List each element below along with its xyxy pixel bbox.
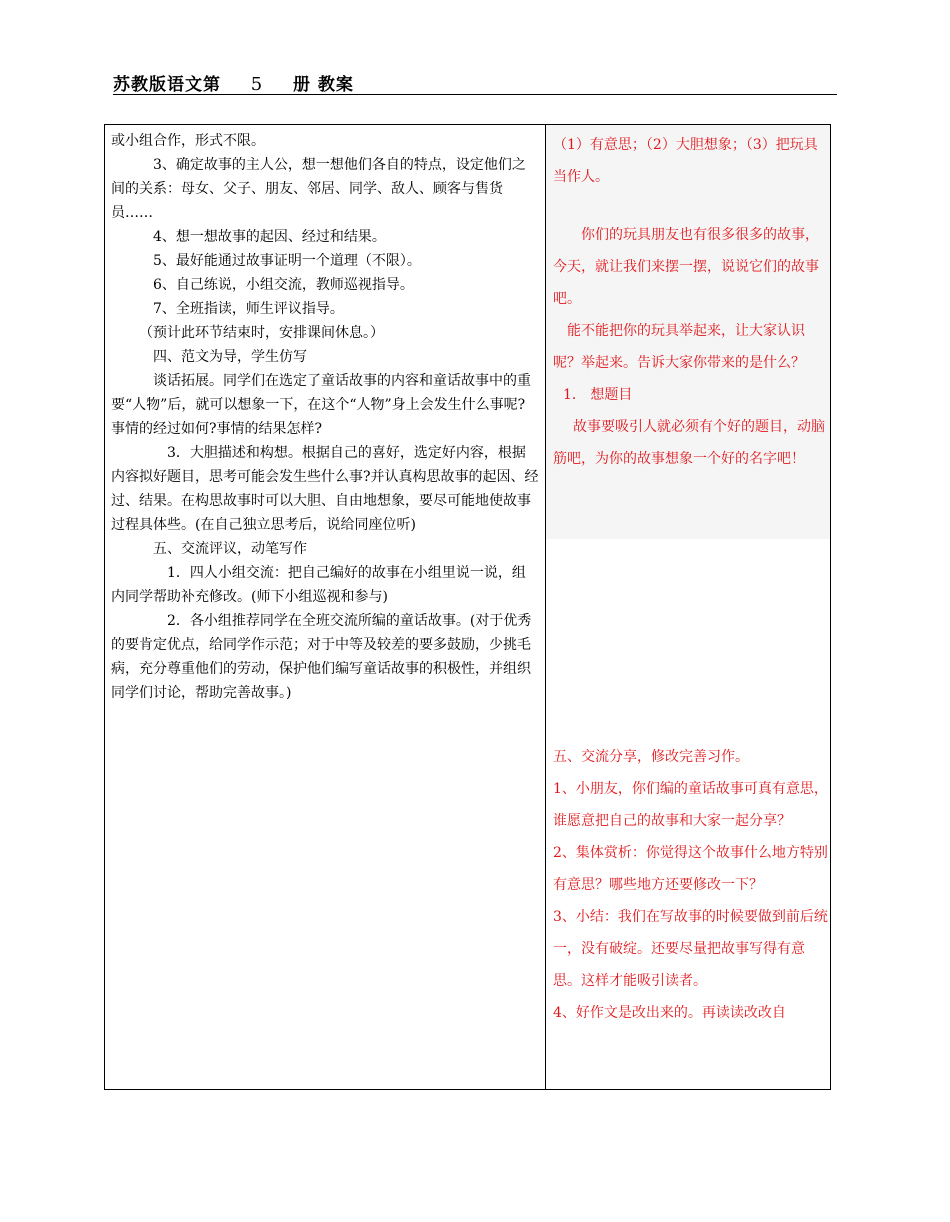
teacher-note-heading: 1． 想题目 <box>563 387 633 403</box>
left-paragraph: （预计此环节结束时，安排课间休息。） <box>139 325 384 341</box>
left-paragraph: 6、自己练说，小组交流，教师巡视指导。 <box>153 277 414 293</box>
column-divider <box>545 125 546 1089</box>
left-paragraph: 谈话拓展。同学们在选定了童话故事的内容和童话故事中的重要“人物”后，就可以想象一下，在这个“人物”身上会发生什么事呢?事情的经过如何?事情的结果怎样? <box>111 373 531 437</box>
left-paragraph: 3．大胆描述和构想。根据自己的喜好，选定好内容，根据内容拟好题目，思考可能会发生些什么事?并认真构思故事的起因、经过、结果。在构思故事时可以大胆、自由地想象，要尽可能地使故事过程具体些。(在自己独立思考后，说给同座位听) <box>111 445 539 533</box>
left-paragraph: 5、最好能通过故事证明一个道理（不限）。 <box>153 253 421 269</box>
teacher-note: 你们的玩具朋友也有很多很多的故事，今天，就让我们来摆一摆，说说它们的故事吧。 <box>553 227 819 307</box>
left-paragraph: 1．四人小组交流：把自己编好的故事在小组里说一说，组内同学帮助补充修改。(师下小组巡视和参与) <box>111 565 526 605</box>
left-paragraph: 2．各小组推荐同学在全班交流所编的童话故事。(对于优秀的要肯定优点，给同学作示范；对于中等及较差的要多鼓励，少挑毛病，充分尊重他们的劳动，保护他们编写童话故事的积极性，并组织同学们讨论，帮助完善故事。) <box>111 613 532 701</box>
header-title <box>113 70 354 95</box>
header-suffix: 册 教案 <box>293 75 354 95</box>
right-column-top <box>553 129 828 475</box>
left-paragraph: 7、全班指读，师生评议指导。 <box>153 301 344 317</box>
header-prefix: 苏教版语文第 <box>113 75 221 95</box>
teacher-note: 1、小朋友，你们编的童话故事可真有意思，谁愿意把自己的故事和大家一起分享？ <box>553 781 828 829</box>
volume-number: 5 <box>221 76 293 95</box>
lesson-plan-table <box>104 124 831 1090</box>
page-header <box>113 68 837 95</box>
teacher-note: 能不能把你的玩具举起来，让大家认识呢？举起来。告诉大家你带来的是什么？ <box>553 323 805 371</box>
left-paragraph: 或小组合作，形式不限。 <box>111 133 265 149</box>
teacher-note: 3、小结：我们在写故事的时候要做到前后统一，没有破绽。还要尽量把故事写得有意思。这样才能吸引读者。 <box>553 909 828 989</box>
right-column-bottom <box>553 741 828 1029</box>
teacher-note: 故事要吸引人就必须有个好的题目，动脑筋吧，为你的故事想象一个好的名字吧！ <box>553 419 825 467</box>
teacher-note: （1）有意思；（2）大胆想象；（3）把玩具当作人。 <box>553 137 818 185</box>
teacher-note-heading: 五、交流分享，修改完善习作。 <box>553 749 749 765</box>
teacher-note: 4、好作文是改出来的。再读读改改自 <box>553 1005 786 1021</box>
section-heading: 四、范文为导，学生仿写 <box>153 349 307 365</box>
teacher-note: 2、集体赏析：你觉得这个故事什么地方特别有意思？哪些地方还要修改一下？ <box>553 845 828 893</box>
left-column <box>111 129 539 705</box>
left-paragraph: 3、确定故事的主人公，想一想他们各自的特点，设定他们之间的关系：母女、父子、朋友、邻居、同学、敌人、顾客与售货员…… <box>111 157 526 221</box>
section-heading: 五、交流评议，动笔写作 <box>153 541 307 557</box>
left-paragraph: 4、想一想故事的起因、经过和结果。 <box>153 229 386 245</box>
